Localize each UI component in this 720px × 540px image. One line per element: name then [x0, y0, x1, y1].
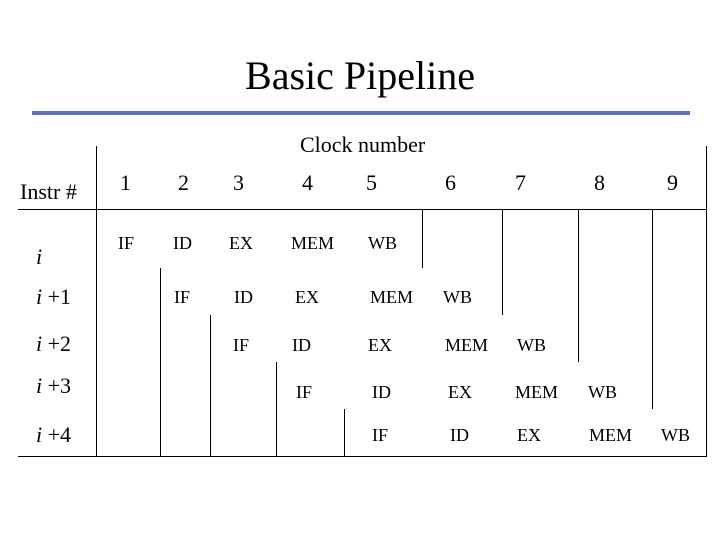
stage-cell: WB — [443, 287, 472, 307]
row-label-var: i — [36, 373, 43, 398]
stage-cell: ID — [234, 287, 253, 307]
clock-column-number: 5 — [366, 170, 377, 195]
instr-column-header: Instr # — [20, 179, 77, 204]
clock-number-label: Clock number — [300, 132, 426, 157]
stage-cell: EX — [229, 233, 253, 253]
stage-cell: EX — [368, 335, 392, 355]
stage-cell: ID — [173, 233, 192, 253]
stair-line — [502, 209, 503, 315]
row-label-suffix: +1 — [42, 284, 72, 309]
row-label — [36, 284, 71, 310]
stair-line — [160, 268, 161, 456]
stage-cell: WB — [368, 233, 397, 253]
stage-cell: WB — [517, 335, 546, 355]
stage-cell: MEM — [291, 233, 335, 253]
clock-column-number: 2 — [178, 170, 189, 195]
clock-column-number: 1 — [120, 170, 131, 195]
stage-cell: WB — [588, 382, 617, 402]
stage-cell: IF — [174, 287, 191, 307]
row-label-suffix: +4 — [42, 422, 72, 447]
stage-cell: IF — [118, 233, 135, 253]
clock-column-number: 4 — [302, 170, 313, 195]
stair-line — [578, 209, 579, 362]
slide-title: Basic Pipeline — [245, 53, 475, 98]
stage-cell: MEM — [370, 287, 414, 307]
row-label-var: i — [36, 422, 43, 447]
stair-line — [210, 315, 211, 456]
stage-cell: WB — [661, 425, 690, 445]
row-label-var: i — [36, 244, 43, 269]
stage-cell: IF — [233, 335, 250, 355]
stage-cell: MEM — [515, 382, 559, 402]
title-underline — [32, 111, 690, 115]
row-label-suffix: +2 — [42, 331, 72, 356]
stage-cell: EX — [517, 425, 541, 445]
row-label-var: i — [36, 284, 43, 309]
clock-column-number: 9 — [667, 170, 678, 195]
table-line-right-border — [706, 146, 707, 457]
row-label — [36, 422, 71, 448]
row-label — [36, 244, 42, 270]
stair-line — [344, 409, 345, 456]
clock-column-number: 6 — [445, 170, 456, 195]
stage-cell: ID — [450, 425, 469, 445]
clock-column-number: 7 — [515, 170, 526, 195]
stage-cell: IF — [296, 382, 313, 402]
stair-line — [422, 209, 423, 268]
stage-cell: EX — [448, 382, 472, 402]
stage-cell: ID — [292, 335, 311, 355]
table-line-bottom-border — [18, 456, 706, 457]
row-label — [36, 331, 71, 357]
stage-cell: EX — [295, 287, 319, 307]
table-line-left-divider — [96, 146, 97, 457]
clock-column-number: 3 — [233, 170, 244, 195]
row-label-var: i — [36, 331, 43, 356]
stage-cell: ID — [372, 382, 391, 402]
row-label — [36, 373, 71, 399]
stair-line — [276, 362, 277, 456]
row-label-suffix: +3 — [42, 373, 72, 398]
stage-cell: MEM — [589, 425, 633, 445]
table-line-header-bottom — [18, 209, 706, 210]
stair-line — [652, 209, 653, 409]
clock-column-number: 8 — [594, 170, 605, 195]
stage-cell: MEM — [445, 335, 489, 355]
stage-cell: IF — [372, 425, 389, 445]
